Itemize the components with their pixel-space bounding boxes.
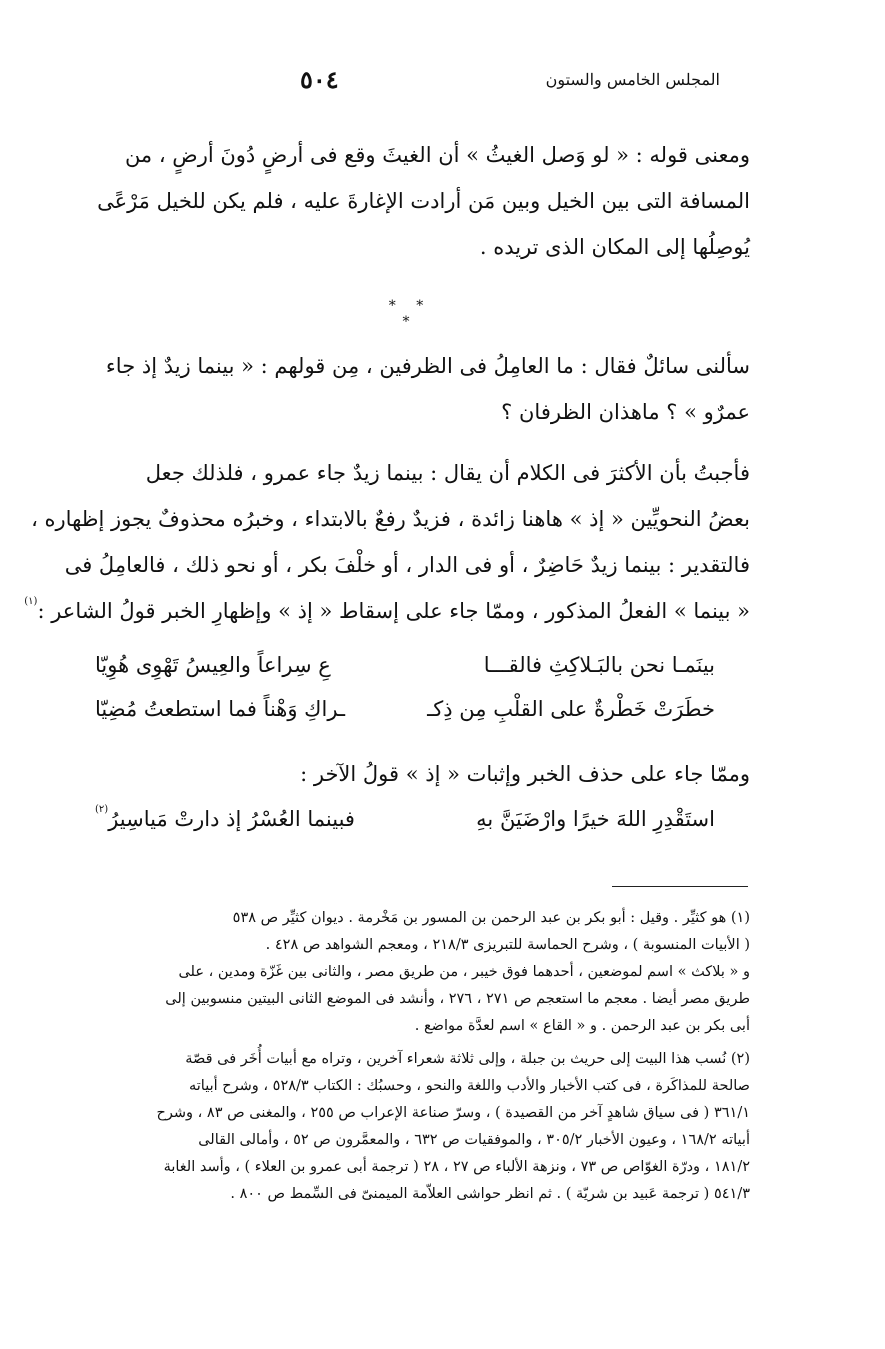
page-header <box>300 62 720 96</box>
text-line: ومعنى قوله : « لو وَصل الغيثُ » أن الغيثَ وقع فى أرضٍ دُونَ أرضٍ ، من <box>124 143 750 167</box>
footnotes <box>50 905 750 1208</box>
verse-first-hemistich: استَقْدِرِ اللهَ خيرًا وارْضَيَنَّ بهِ <box>476 807 715 831</box>
footnote-mark-1: (١) <box>24 596 38 607</box>
paragraph-meaning <box>50 132 750 270</box>
page-number: ٥٠٤ <box>300 64 339 94</box>
verse-first-hemistich: بينَمـا نحن بالبَـلاكِثِ فالقـــا <box>483 653 715 677</box>
verse-introduction: وممّا جاء على حذف الخبر وإثبات « إذ » قولُ الآخر : <box>300 762 750 786</box>
section-separator: * * * <box>388 298 432 330</box>
footnote-divider <box>612 886 748 887</box>
footnote-text: « بينما » الفعلُ المذكور ، وممّا جاء على إسقاط « إذ » وإظهارِ الخبر قولُ الشاعر : <box>37 599 750 623</box>
footnote-line: طريق مصر أيضا . معجم ما استعجم ص ٢٧١ ، ٢٧٦ ، وأنشد فى الموضع الثانى البيتين منسوبين إلى <box>165 991 750 1007</box>
footnote-line: ١٨١/٢ ، ودرّة الغوّاص ص ٧٣ ، ونزهة الألباء ص ٢٧ ، ٢٨ ( ترجمة أبى عمرو بن العلاء ) ، وأسد الغابة <box>163 1159 750 1175</box>
text-line: عمرٌو » ؟ ماهذان الظرفان ؟ <box>501 400 750 424</box>
footnote-line: صالحة للمذاكَرة ، فى كتب الأخبار والأدب واللغة والنحو ، وحسبُك : الكتاب ٥٢٨/٣ ، وشرح أبياته <box>188 1078 750 1094</box>
text-line: فأجبتُ بأن الأكثرَ فى الكلام أن يقال : بينما زيدٌ جاء عمرو ، فلذلك جعل <box>145 461 750 485</box>
text-line: يُوصِلُها إلى المكان الذى تريده . <box>479 235 750 259</box>
verse-second-hemistich <box>95 804 355 831</box>
verse-text: فبينما العُسْرُ إذ دارتْ مَياسِيرُ <box>108 807 355 831</box>
footnote-line: ٣٦١/١ ( فى سياق شاهدٍ آخر من القصيدة ) ، وسرّ صناعة الإعراب ص ٢٥٥ ، والمغنى ص ٨٣ ، وشرح <box>156 1105 750 1121</box>
verse-second-hemistich: ـراكِ وَهْناً فما استطعتُ مُضِيّا <box>95 697 346 721</box>
footnote-mark-2: (٢) <box>95 804 109 815</box>
footnote-line: ( الأبيات المنسوبة ) ، وشرح الحماسة للتبريزى ٢١٨/٣ ، ومعجم الشواهد ص ٤٢٨ . <box>265 937 750 953</box>
verse-second-hemistich: عِ سِراعاً والعِيسُ تَهْوِى هُوِيّا <box>95 653 331 677</box>
verse-line <box>95 653 715 697</box>
running-title: المجلس الخامس والستون <box>545 69 720 89</box>
footnote-line: (١) هو كثيِّر . وقيل : أبو بكر بن عبد الرحمن بن المسور بن مَخْرمة . ديوان كثيِّر ص ٥٣٨ <box>232 910 750 926</box>
footnote-line: أبى بكر بن عبد الرحمن . و « القاع » اسم لعدَّة مواضع . <box>414 1018 750 1034</box>
verse-line <box>95 697 715 741</box>
verse-line <box>95 804 715 851</box>
text-line: سألنى سائلٌ فقال : ما العامِلُ فى الظرفين ، مِن قولهم : « بينما زيدٌ إذ جاء <box>105 354 750 378</box>
paragraph-question <box>50 343 750 435</box>
text-line: المسافة التى بين الخيل وبين مَن أرادت الإغارةَ عليه ، فلم يكن للخيل مَرْعًى <box>97 189 750 213</box>
footnote-line: (٢) نُسب هذا البيت إلى حريث بن جبلة ، وإلى ثلاثة شعراء آخرين ، وتراه مع أبيات أُخَر فى قصّة <box>185 1051 750 1067</box>
text-line <box>24 588 750 634</box>
footnote-line: ٥٤١/٣ ( ترجمة عَبيد بن شريّة ) . ثم انظر حواشى العلاّمة الميمنىّ فى السِّمط ص ٨٠٠ . <box>230 1186 750 1202</box>
footnote-line: أبياته ١٦٨/٢ ، وعيون الأخبار ٣٠٥/٢ ، والموفقيات ص ٦٣٢ ، والمعمَّرون ص ٥٢ ، وأمالى القالى <box>198 1132 750 1148</box>
text-line: بعضُ النحويِّين « إذ » هاهنا زائدة ، فزيدٌ رفعٌ بالابتداء ، وخبرُه محذوفٌ يجوز إظهاره ، <box>31 507 750 531</box>
verse-first-hemistich: خطَرَتْ خَطْرةٌ على القلْبِ مِن ذِكـ <box>427 697 715 721</box>
paragraph-answer <box>24 450 750 634</box>
footnote-line: و « بلاكث » اسم لموضعين ، أحدهما فوق خيبر ، من طريق مصر ، والثانى بين غَزّة ومدين ، على <box>178 964 750 980</box>
text-line: فالتقدير : بينما زيدٌ حَاضِرٌ ، أو فى الدار ، أو خلْفَ بكر ، أو نحو ذلك ، فالعامِلُ فى <box>64 553 750 577</box>
